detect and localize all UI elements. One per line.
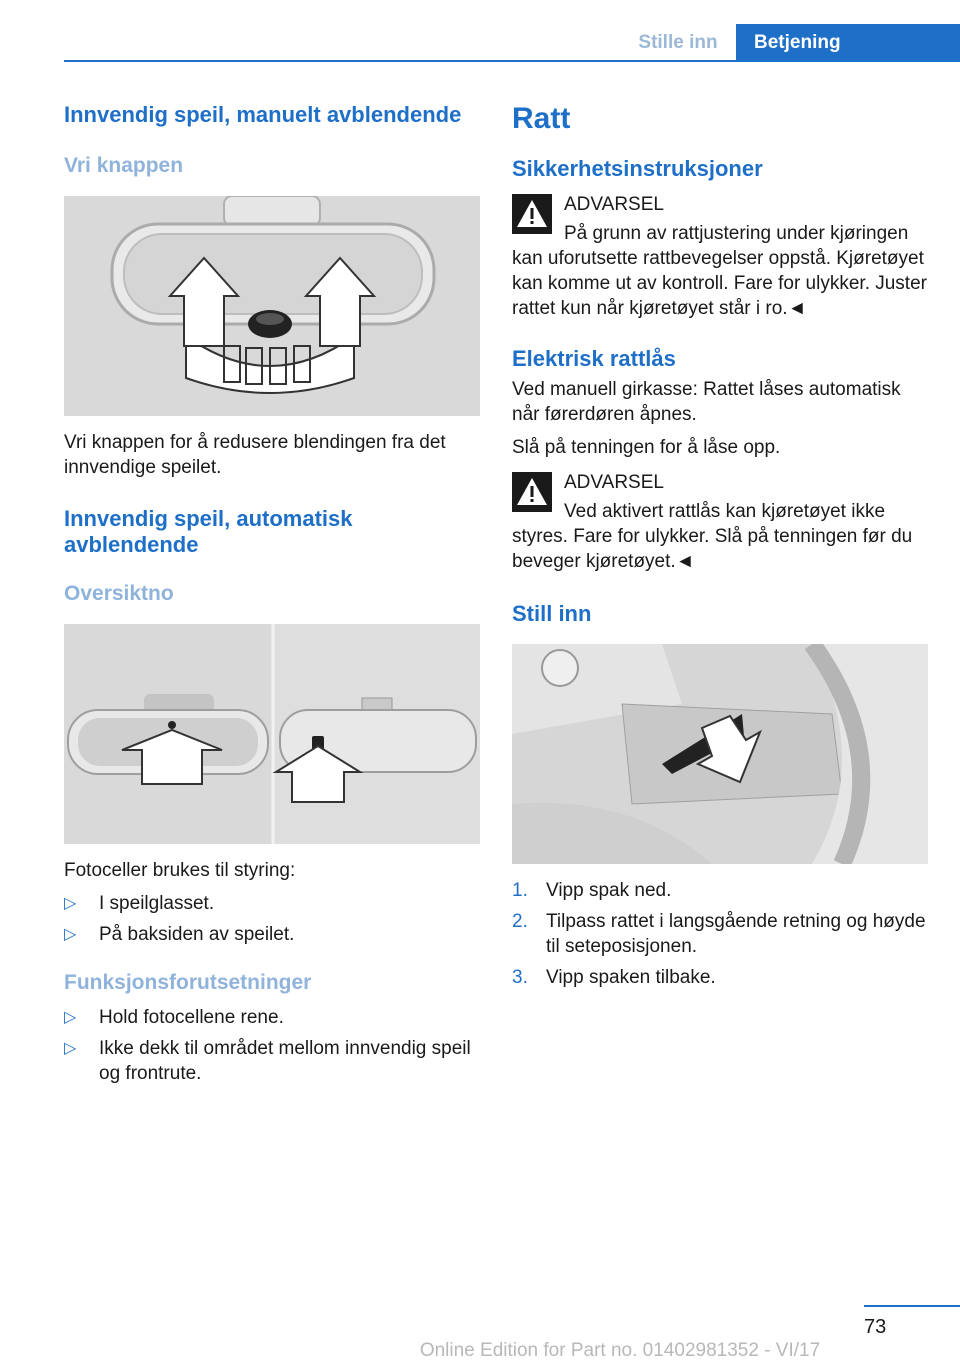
- header-section-tab[interactable]: Stille inn: [638, 32, 718, 53]
- lock-text-1: Ved manuell girkasse: Rattet låses automatisk når førerdøren åpnes.: [512, 379, 901, 425]
- heading-safety: Sikkerhetsinstruksjoner: [512, 156, 763, 181]
- step-number: 1.: [512, 880, 528, 901]
- step-number: 2.: [512, 911, 528, 932]
- heading-electric-lock: Elektrisk rattlås: [512, 346, 676, 371]
- right-column: [512, 100, 928, 996]
- mirror-knob-caption: Vri knappen for å redusere blendingen fra det innvendige speilet.: [64, 432, 446, 478]
- list-item: ▷ På baksiden av speilet.: [64, 924, 295, 945]
- list-item: ▷ Hold fotocellene rene.: [64, 1007, 284, 1028]
- list-item: [512, 965, 928, 990]
- steering-lever-figure: [512, 644, 928, 864]
- heading-manual-mirror: Innvendig speil, manuelt avblendende: [64, 102, 462, 127]
- list-item: [512, 878, 928, 903]
- footer-edition: Online Edition for Part no. 01402981352 - VI/17: [419, 1340, 821, 1361]
- header-chapter-tab[interactable]: Betjening: [736, 24, 960, 62]
- triangle-right-icon: ▷: [64, 1009, 77, 1026]
- triangle-right-icon: ▷: [64, 1040, 77, 1057]
- footer-rule: [864, 1305, 960, 1307]
- warning-lead: På grunn av rattjustering under kjøringen: [564, 223, 909, 244]
- photocell-list: [64, 891, 480, 947]
- list-item: ▷ Ikke dekk til området mellom innvendig speil og frontrute.: [64, 1038, 471, 1084]
- photocell-intro: Fotoceller brukes til styring:: [64, 860, 296, 881]
- heading-turn-knob: Vri knappen: [64, 154, 184, 177]
- warning-triangle-icon: [512, 472, 552, 512]
- heading-steering-wheel: Ratt: [512, 102, 571, 135]
- page-number: 73: [864, 1316, 887, 1338]
- page-header: [0, 0, 960, 62]
- photocell-figure: [64, 624, 480, 844]
- photocell-illustration: [64, 624, 480, 844]
- mirror-knob-figure: [64, 196, 480, 416]
- warning-title: ADVARSEL: [564, 472, 664, 493]
- warning-steering-lock: [512, 470, 928, 574]
- adjust-steps: [512, 878, 928, 990]
- warning-triangle-icon: [512, 194, 552, 234]
- left-column: [64, 100, 480, 1092]
- requirements-list: [64, 1005, 480, 1086]
- heading-overview: Oversiktno: [64, 582, 174, 605]
- header-rule: [64, 60, 960, 62]
- step-text: Vipp spaken tilbake.: [546, 967, 716, 988]
- warning-title: ADVARSEL: [564, 194, 664, 215]
- heading-adjust: Still inn: [512, 601, 592, 626]
- warning-body: styres. Fare for ulykker. Slå på tenningen før du beveger kjøretøyet.◄: [512, 526, 913, 572]
- warning-steering-adjust: [512, 192, 928, 321]
- heading-requirements: Funksjonsforutsetninger: [64, 971, 312, 994]
- warning-body: kan uforutsette rattbevegelser oppstå. Kjøretøyet kan komme ut av kontroll. Fare for ulykker. Juster rattet kun når kjøretøyet står i ro.◄: [512, 248, 927, 319]
- step-number: 3.: [512, 967, 528, 988]
- step-text: Vipp spak ned.: [546, 880, 672, 901]
- heading-auto-mirror: Innvendig speil, automatisk avblendende: [64, 506, 353, 557]
- mirror-knob-illustration: [64, 196, 480, 416]
- step-text: Tilpass rattet i langsgående retning og høyde til seteposisjonen.: [546, 911, 926, 957]
- list-item: [512, 909, 928, 959]
- triangle-right-icon: ▷: [64, 895, 77, 912]
- steering-lever-illustration: [512, 644, 928, 864]
- warning-lead: Ved aktivert rattlås kan kjøretøyet ikke: [564, 501, 886, 522]
- triangle-right-icon: ▷: [64, 926, 77, 943]
- lock-text-2: Slå på tenningen for å låse opp.: [512, 437, 781, 458]
- list-item: ▷ I speilglasset.: [64, 893, 215, 914]
